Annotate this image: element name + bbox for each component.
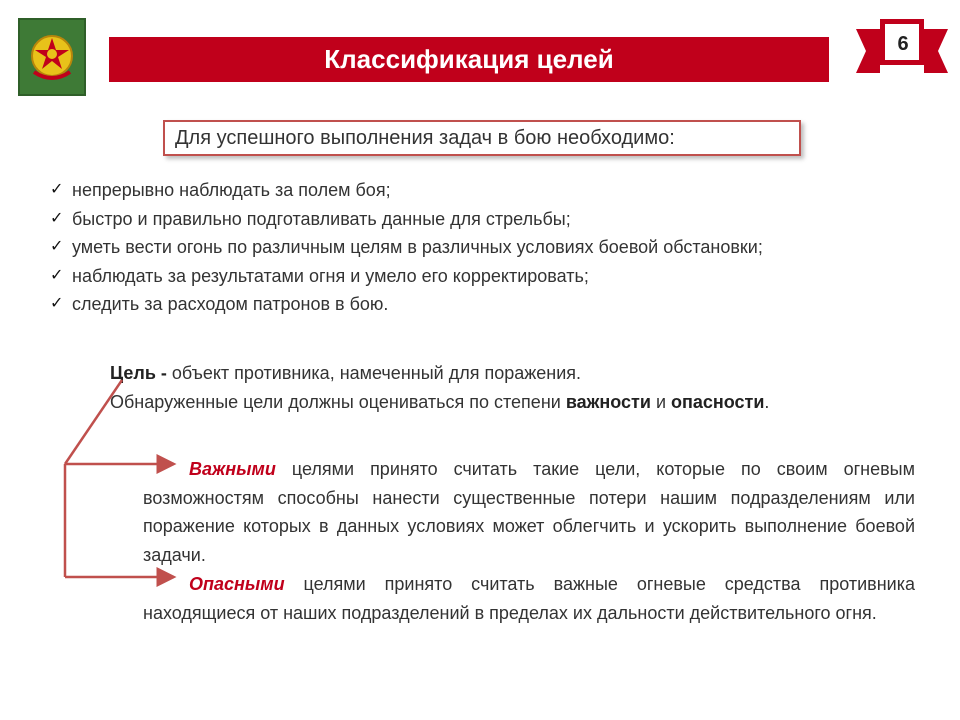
definition-line: Цель - объект противника, намеченный для поражения. [110,363,582,383]
list-item: ✓ быстро и правильно подготавливать данные для стрельбы; [50,205,950,234]
check-icon: ✓ [50,209,64,227]
list-item: ✓ следить за расходом патронов в бою. [50,290,950,319]
check-icon: ✓ [50,238,64,255]
dangerous-term: Опасными [189,574,285,594]
important-targets-paragraph: Важными целями принято считать такие цели, которые по своим огневым возможностям способны нанести существенные потери нашим подразделениям или поражение которых в данных условиях может облегчить и ускорить выполнение боевой задачи. [143,459,915,565]
requirements-heading: Для успешного выполнения задач в бою необходимо: [163,120,801,156]
check-icon: ✓ [50,266,64,284]
slide-number: 6 [897,32,909,55]
list-item: ✓ наблюдать за результатами огня и умело его корректировать; [50,262,950,291]
definition-term: Цель - [110,363,167,383]
dangerous-targets-paragraph: Опасными целями принято считать важные огневые средства противника находящиеся от наших подразделений в пределах их дальности действительного огня. [143,574,915,623]
page-title: Классификация целей [324,44,614,74]
check-icon: ✓ [50,181,64,198]
list-item: ✓ уметь вести огонь по различным целям в различных условиях боевой обстановки; [50,233,950,262]
check-icon: ✓ [50,295,64,312]
important-term: Важными [189,459,276,479]
assessment-line: Обнаруженные цели должны оцениваться по степени важности и опасности. [110,392,770,412]
list-item: ✓ непрерывно наблюдать за полем боя; [50,176,950,205]
